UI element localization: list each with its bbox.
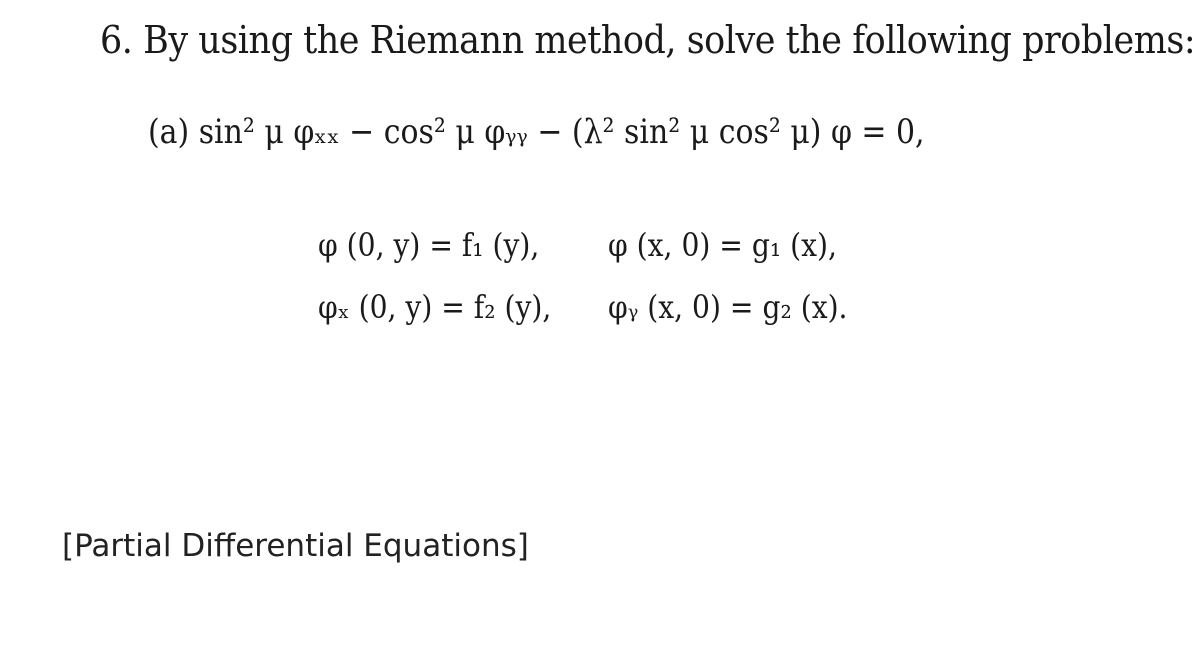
subject-tag: [Partial Differential Equations] [62,528,529,564]
problem-heading: 6. By using the Riemann method, solve the following problems: [100,18,1195,62]
initial-condition-phi-x: φₓ (0, y) = f₂ (y), [318,288,552,326]
initial-condition-phi: φ (0, y) = f₁ (y), [318,226,540,264]
equation-part-a: (a) sin² μ φₓₓ − cos² μ φᵧᵧ − (λ² sin² μ cos² μ) φ = 0, [148,112,925,152]
boundary-condition-phi-y: φᵧ (x, 0) = g₂ (x). [608,288,848,326]
boundary-condition-phi: φ (x, 0) = g₁ (x), [608,226,837,264]
